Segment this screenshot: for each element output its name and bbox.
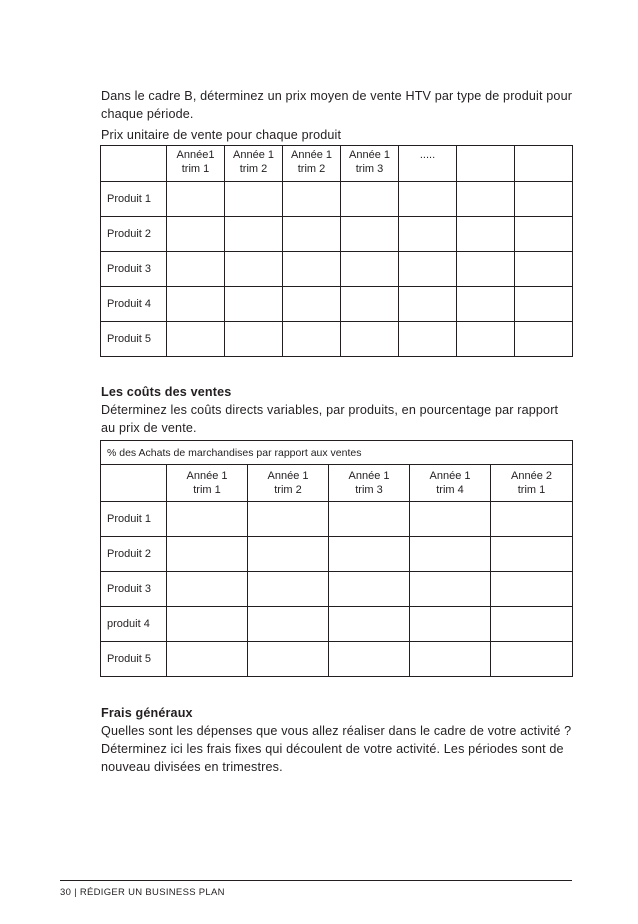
table-caption-row bbox=[101, 441, 573, 465]
table-cell bbox=[225, 322, 283, 357]
table-header-row bbox=[101, 146, 573, 182]
table-cell bbox=[491, 607, 573, 642]
corner-cell bbox=[101, 465, 167, 502]
table-cell bbox=[225, 287, 283, 322]
overhead-heading: Frais généraux bbox=[101, 706, 193, 720]
table-row bbox=[101, 252, 573, 287]
table-cell bbox=[283, 322, 341, 357]
table-cell bbox=[399, 217, 457, 252]
table-row bbox=[101, 537, 573, 572]
column-header bbox=[515, 146, 573, 182]
table-cell bbox=[341, 182, 399, 217]
table-cell bbox=[329, 537, 410, 572]
column-header: Année 1 trim 2 bbox=[283, 146, 341, 182]
table-row bbox=[101, 217, 573, 252]
page-footer: 30 | RÉDIGER UN BUSINESS PLAN bbox=[60, 887, 225, 898]
table-cell bbox=[167, 502, 248, 537]
column-header: Année 1 trim 1 bbox=[167, 465, 248, 502]
table-row bbox=[101, 287, 573, 322]
table-cell bbox=[283, 252, 341, 287]
sales-costs-text: Déterminez les coûts directs variables, par produits, en pourcentage par rapport au prix de vente. bbox=[101, 403, 559, 435]
table-cell bbox=[515, 182, 573, 217]
row-label: Produit 2 bbox=[101, 537, 167, 572]
table-cell bbox=[283, 182, 341, 217]
column-header: Année 1 trim 4 bbox=[410, 465, 491, 502]
table-cell bbox=[329, 572, 410, 607]
intro-section bbox=[101, 87, 575, 144]
table-cell bbox=[457, 182, 515, 217]
purchases-ratio-table bbox=[100, 440, 573, 677]
table-cell bbox=[410, 502, 491, 537]
table-cell bbox=[491, 642, 573, 677]
table-cell bbox=[399, 287, 457, 322]
corner-cell bbox=[101, 146, 167, 182]
table-cell bbox=[225, 252, 283, 287]
table-cell bbox=[341, 287, 399, 322]
table-cell bbox=[399, 322, 457, 357]
table-cell bbox=[341, 322, 399, 357]
table-cell bbox=[283, 217, 341, 252]
row-label: Produit 5 bbox=[101, 322, 167, 357]
table-cell bbox=[515, 287, 573, 322]
table-cell bbox=[515, 217, 573, 252]
table-cell bbox=[457, 217, 515, 252]
table-cell bbox=[410, 607, 491, 642]
table-cell bbox=[167, 537, 248, 572]
table-cell bbox=[341, 217, 399, 252]
price-table-title: Prix unitaire de vente pour chaque produit bbox=[101, 128, 342, 142]
row-label: Produit 3 bbox=[101, 252, 167, 287]
table-cell bbox=[410, 537, 491, 572]
row-label: Produit 2 bbox=[101, 217, 167, 252]
table-cell bbox=[167, 182, 225, 217]
table-cell bbox=[167, 252, 225, 287]
table-header-row bbox=[101, 465, 573, 502]
table-cell bbox=[457, 287, 515, 322]
table-cell bbox=[248, 502, 329, 537]
table-row bbox=[101, 607, 573, 642]
table-cell bbox=[341, 252, 399, 287]
column-header: Année 1 trim 3 bbox=[329, 465, 410, 502]
table-row bbox=[101, 572, 573, 607]
column-header: Année 2 trim 1 bbox=[491, 465, 573, 502]
sales-costs-heading: Les coûts des ventes bbox=[101, 385, 232, 399]
table-cell bbox=[515, 252, 573, 287]
row-label: produit 4 bbox=[101, 607, 167, 642]
table-row bbox=[101, 182, 573, 217]
table-row bbox=[101, 642, 573, 677]
row-label: Produit 1 bbox=[101, 182, 167, 217]
table-cell bbox=[167, 322, 225, 357]
table-cell bbox=[248, 607, 329, 642]
unit-price-table bbox=[100, 145, 573, 357]
table-row bbox=[101, 502, 573, 537]
overhead-section bbox=[101, 704, 575, 776]
table-cell bbox=[457, 252, 515, 287]
table-row bbox=[101, 322, 573, 357]
table-cell bbox=[248, 642, 329, 677]
table-cell bbox=[167, 217, 225, 252]
table-cell bbox=[491, 572, 573, 607]
intro-text: Dans le cadre B, déterminez un prix moyen de vente HTV par type de produit pour chaque période. bbox=[101, 89, 573, 121]
table-cell bbox=[329, 502, 410, 537]
footer-rule bbox=[60, 880, 572, 881]
table-cell bbox=[167, 642, 248, 677]
table-cell bbox=[167, 607, 248, 642]
column-header: Année 1 trim 3 bbox=[341, 146, 399, 182]
sales-costs-section bbox=[101, 383, 575, 437]
table-cell bbox=[491, 502, 573, 537]
row-label: Produit 3 bbox=[101, 572, 167, 607]
column-header: Année 1 trim 2 bbox=[248, 465, 329, 502]
table-cell bbox=[167, 287, 225, 322]
table-cell bbox=[515, 322, 573, 357]
row-label: Produit 5 bbox=[101, 642, 167, 677]
table-cell bbox=[399, 182, 457, 217]
row-label: Produit 4 bbox=[101, 287, 167, 322]
table-cell bbox=[329, 607, 410, 642]
column-header: Année 1 trim 2 bbox=[225, 146, 283, 182]
table-caption: % des Achats de marchandises par rapport aux ventes bbox=[101, 441, 573, 465]
column-header: Année1 trim 1 bbox=[167, 146, 225, 182]
column-header: ..... bbox=[399, 146, 457, 182]
table-cell bbox=[410, 572, 491, 607]
overhead-text: Quelles sont les dépenses que vous allez réaliser dans le cadre de votre activité ? Déterminez ici les frais fixes qui découlent de votre activité. Les périodes sont de nouveau divisées en trimestres. bbox=[101, 724, 572, 774]
table-cell bbox=[248, 572, 329, 607]
table-cell bbox=[225, 217, 283, 252]
table-cell bbox=[491, 537, 573, 572]
table-cell bbox=[410, 642, 491, 677]
table-cell bbox=[167, 572, 248, 607]
table-cell bbox=[225, 182, 283, 217]
column-header bbox=[457, 146, 515, 182]
table-cell bbox=[457, 322, 515, 357]
row-label: Produit 1 bbox=[101, 502, 167, 537]
table-cell bbox=[399, 252, 457, 287]
table-cell bbox=[329, 642, 410, 677]
table-cell bbox=[283, 287, 341, 322]
table-cell bbox=[248, 537, 329, 572]
